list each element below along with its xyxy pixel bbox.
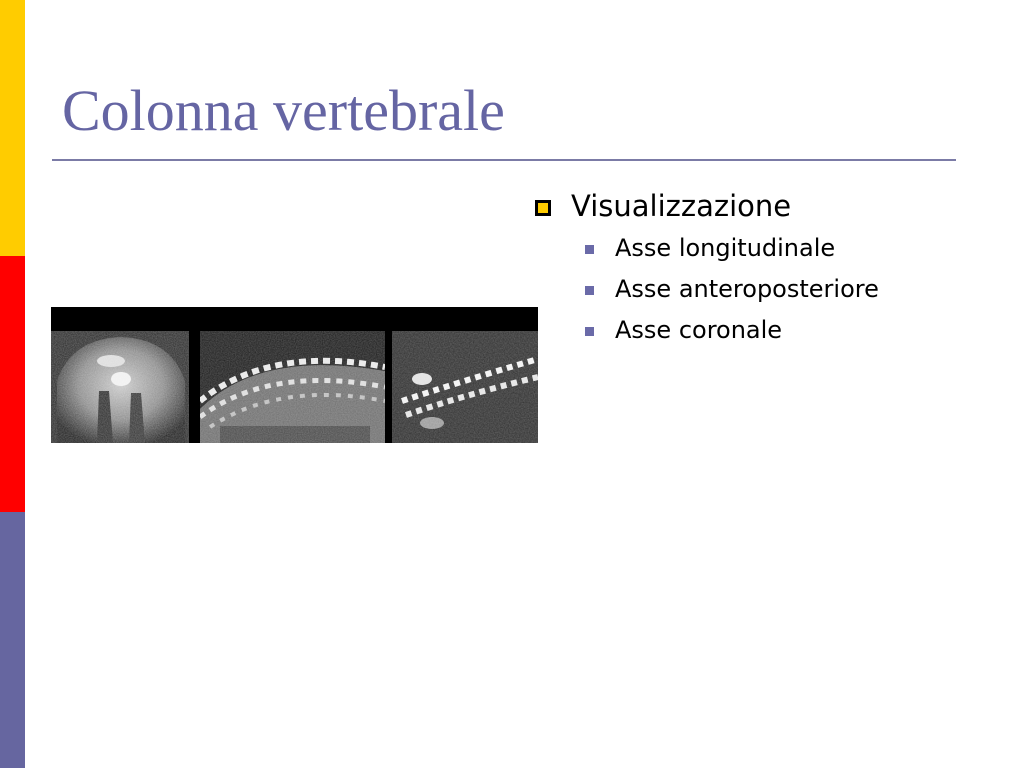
side-bar-yellow — [0, 0, 25, 256]
sub-bullet-text: Asse anteroposteriore — [615, 275, 879, 303]
square-bullet-icon — [585, 245, 594, 254]
ultrasound-image-header — [51, 307, 538, 331]
title-underline — [52, 159, 956, 161]
bullet-list — [533, 186, 1003, 351]
transverse-view — [51, 331, 189, 443]
bullet-main-text: Visualizzazione — [571, 189, 792, 223]
longitudinal-view-graphic — [200, 331, 385, 443]
side-bar-blue — [0, 512, 25, 768]
sub-bullet-list — [571, 228, 1003, 351]
slide-title: Colonna vertebrale — [62, 78, 505, 143]
hollow-square-bullet-icon — [535, 200, 551, 216]
transverse-view-graphic — [51, 331, 189, 443]
bullet-visualizzazione — [533, 186, 1003, 351]
sub-bullet-longitudinale — [571, 228, 1003, 269]
ultrasound-image — [51, 307, 538, 443]
square-bullet-icon — [585, 286, 594, 295]
sub-bullet-anteroposteriore — [571, 269, 1003, 310]
side-bar-red — [0, 256, 25, 512]
sub-bullet-coronale — [571, 310, 1003, 351]
sub-bullet-text: Asse coronale — [615, 316, 783, 344]
square-bullet-icon — [585, 327, 594, 336]
coronal-view-graphic — [392, 331, 538, 443]
coronal-view — [392, 331, 538, 443]
sub-bullet-text: Asse longitudinale — [615, 234, 836, 262]
longitudinal-view — [200, 331, 385, 443]
